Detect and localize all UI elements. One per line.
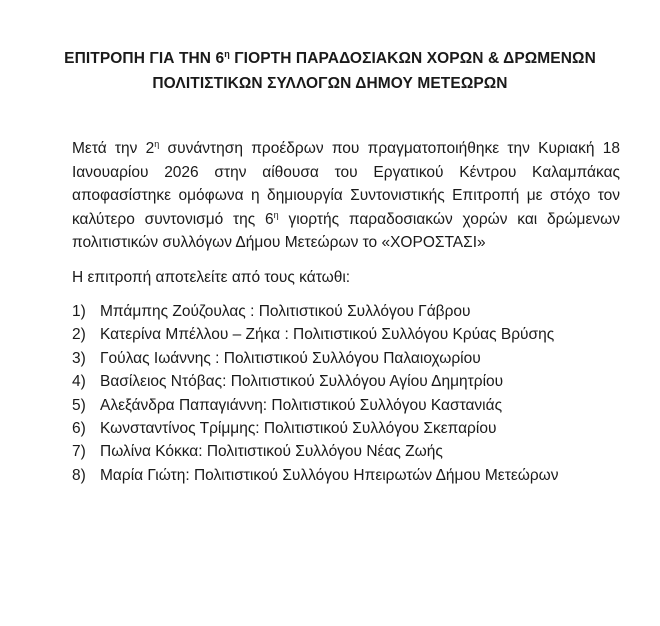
committee-intro: Η επιτροπή αποτελείτε από τους κάτωθι: <box>72 269 351 286</box>
list-item: 5) Αλεξάνδρα Παπαγιάννη: Πολιτιστικού Συλλόγου Καστανιάς <box>72 396 503 414</box>
document-title <box>40 46 620 96</box>
list-item: 3) Γούλας Ιωάννης : Πολιτιστικού Συλλόγου Παλαιοχωρίου <box>72 349 481 367</box>
title-line-2: ΠΟΛΙΤΙΣΤΙΚΩΝ ΣΥΛΛΟΓΩΝ ΔΗΜΟΥ ΜΕΤΕΩΡΩΝ <box>152 75 508 92</box>
committee-members-list <box>72 300 632 487</box>
list-item: 1) Μπάμπης Ζούζουλας : Πολιτιστικού Συλλόγου Γάβρου <box>72 303 471 320</box>
list-item: 7) Πωλίνα Κόκκα: Πολιτιστικού Συλλόγου Νέας Ζωής <box>72 443 443 461</box>
list-item: 6) Κωνσταντίνος Τρίμμης: Πολιτιστικού Συλλόγου Σκεπαρίου <box>72 419 497 437</box>
list-item: 8) Μαρία Γιώτη: Πολιτιστικού Συλλόγου Ηπειρωτών Δήμου Μετεώρων <box>72 466 559 484</box>
title-line-1: ΕΠΙΤΡΟΠΗ ΓΙΑ ΤΗΝ $6^\eta$ ΓΙΟΡΤΗ ΠΑΡΑΔΟΣΙΑΚΩΝ ΧΟΡΩΝ & ΔΡΩΜΕΝΩΝ <box>64 48 596 67</box>
main-paragraph: Μετά την $2^\eta$ συνάντηση προέδρων που πραγματοποιήθηκε την Κυριακή 18 Ιανουαρίου 2026 στην αίθουσα του Εργατικού Κέντρου Καλαμπάκας αποφασίστηκε ομόφωνα η δημιουργία Συντονιστικής Επιτροπή με στόχο τον καλύτερο συντονισμό της $6^\eta$ γιορτής παραδοσιακών χορών και δρώμενων πολιτιστικών συλλόγων Δήμου Μετεώρων το «ΧΟΡΟΣΤΑΣΙ» <box>72 138 621 251</box>
list-item: 2) Κατερίνα Μπέλλου – Ζήκα : Πολιτιστικού Συλλόγου Κρύας Βρύσης <box>72 326 555 344</box>
list-item: 4) Βασίλειος Ντόβας: Πολιτιστικού Συλλόγου Αγίου Δημητρίου <box>72 373 504 391</box>
